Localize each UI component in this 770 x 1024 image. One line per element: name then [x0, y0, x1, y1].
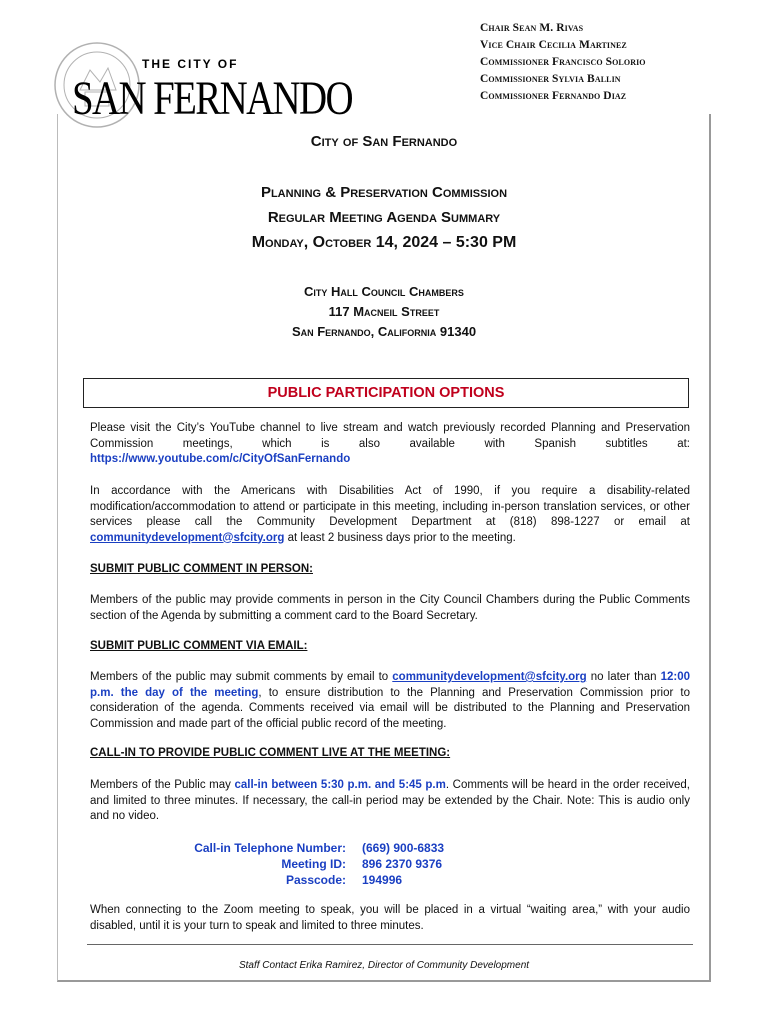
youtube-link[interactable]: https://www.youtube.com/c/CityOfSanFernando: [90, 453, 351, 465]
official-commissioner: Commissioner Fernando Diaz: [480, 90, 627, 102]
meeting-id-label: Meeting ID:: [281, 857, 346, 871]
public-participation-title: PUBLIC PARTICIPATION OPTIONS: [83, 378, 689, 408]
logo-line2: SAN FERNANDO: [72, 72, 353, 125]
email-text: Members of the public may submit comments by email to: [90, 671, 393, 683]
officials-list: [480, 20, 646, 105]
phone-label: Call-in Telephone Number:: [194, 841, 346, 855]
ada-paragraph: [90, 484, 690, 546]
official-commissioner: Commissioner Sylvia Ballin: [480, 73, 621, 85]
callin-labels: [150, 840, 346, 888]
zoom-paragraph: When connecting to the Zoom meeting to speak, you will be placed in a virtual “waiting area,” with your audio disabled, until it is your turn to speak and limited to three minutes.: [90, 904, 690, 932]
email-text: no later than: [586, 671, 661, 683]
callin-window: call-in between 5:30 p.m. and 5:45 p.m: [234, 779, 446, 791]
passcode: 194996: [362, 873, 403, 887]
agenda-title: Regular Meeting Agenda Summary: [267, 209, 501, 226]
city-title: City of San Fernando: [310, 133, 458, 150]
email-text: , to ensure distribution to the Planning and Preservation Commission prior to consideration of the agenda. Comments received via email will be distributed to the Planning and Preservation Commission and made part of the official public record of the meeting.: [90, 686, 690, 730]
meeting-date: Monday, October 14, 2024 – 5:30 PM: [251, 234, 517, 251]
location-line: San Fernando, California 91340: [291, 324, 477, 339]
email-heading: SUBMIT PUBLIC COMMENT VIA EMAIL:: [90, 640, 308, 652]
official-commissioner: Commissioner Francisco Solorio: [480, 56, 646, 68]
logo-line1: THE CITY OF: [142, 57, 239, 71]
callin-paragraph: [90, 778, 690, 825]
callin-heading: CALL-IN TO PROVIDE PUBLIC COMMENT LIVE AT THE MEETING:: [90, 747, 451, 759]
footer-divider: [87, 944, 693, 945]
email-paragraph: [90, 670, 690, 732]
callin-values: [362, 840, 444, 888]
youtube-text: Please visit the City’s YouTube channel to live stream and watch previously recorded Planning and Preservation Commission meetings, which is also available with Spanish subtitles at:: [90, 422, 690, 450]
email-deadline: 12:00 p.m. the day of the meeting: [90, 671, 691, 699]
youtube-paragraph: [90, 421, 690, 468]
staff-contact: Staff Contact Erika Ramirez, Director of Community Development: [238, 960, 530, 971]
callin-text: . Comments will be heard in the order received, and limited to three minutes. If necessary, the call-in period may be extended by the Chair. Note: This is audio only and no video.: [90, 779, 690, 822]
ada-text-end: at least 2 business days prior to the meeting.: [284, 531, 516, 544]
city-logo: [50, 40, 360, 130]
official-vice-chair: Vice Chair Cecilia Martinez: [480, 39, 627, 51]
location-line: 117 Macneil Street: [328, 304, 440, 319]
meeting-location: [57, 282, 711, 342]
phone-number[interactable]: (669) 900-6833: [362, 841, 445, 855]
official-chair: Chair Sean M. Rivas: [480, 22, 584, 34]
passcode-label: Passcode:: [285, 873, 346, 887]
meeting-id: 896 2370 9376: [362, 857, 443, 871]
location-line: City Hall Council Chambers: [304, 284, 464, 299]
ada-text: In accordance with the Americans with Disabilities Act of 1990, if you require a disability-related modification/accommodation to attend or participate in this meeting, including in-person translation services, or other services please call the Community Development Department at (818) 898-1227 or email at: [90, 485, 690, 528]
email-link[interactable]: communitydevelopment@sfcity.org: [392, 671, 587, 683]
email-link[interactable]: communitydevelopment@sfcity.org: [90, 531, 285, 544]
in-person-paragraph: Members of the public may provide comments in person in the City Council Chambers during the Public Comments section of the Agenda by submitting a comment card to the Board Secretary.: [90, 594, 690, 622]
commission-name: Planning & Preservation Commission: [260, 184, 508, 201]
meeting-header: [57, 180, 711, 255]
in-person-heading: SUBMIT PUBLIC COMMENT IN PERSON:: [90, 563, 313, 575]
callin-text: Members of the Public may: [90, 779, 235, 791]
